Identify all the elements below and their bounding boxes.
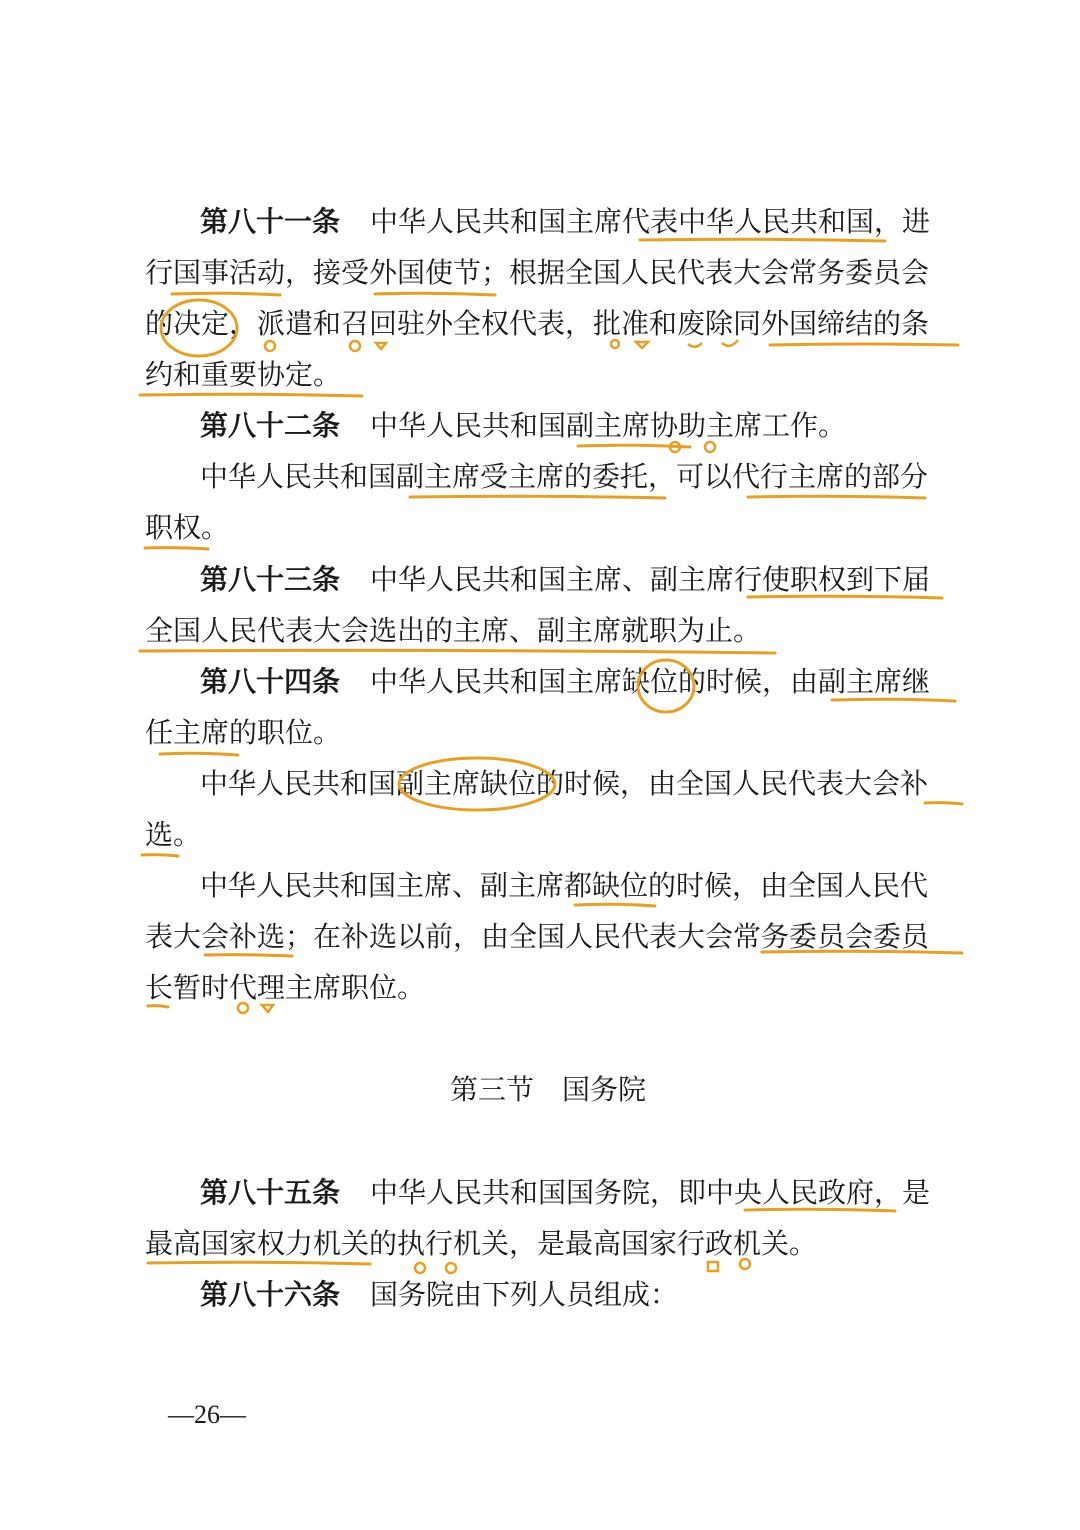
annotation-dot [265,341,275,351]
annotation-tick [636,342,648,348]
article-82-label: 第八十二条 [200,409,341,442]
article-83-label: 第八十三条 [200,563,341,596]
article-85-text-1: 中华人民共和国国务院，即中央人民政府，是 [370,1176,931,1209]
article-82-line-3: 职权。 [145,511,230,544]
article-81-line-3: 的决定，派遣和召回驻外全权代表，批准和废除同外国缔结的条 [145,307,930,340]
article-84-line-6: 表大会补选；在补选以前，由全国人民代表大会常务委员会委员 [145,920,930,953]
annotation-underline [770,344,958,345]
annotation-dot [415,1263,425,1273]
annotation-underline [140,394,362,396]
annotation-underline [748,496,925,498]
article-81-line-4: 约和重要协定。 [145,358,342,391]
annotation-underline [925,803,962,804]
annotation-dot [350,341,360,351]
section-heading: 第三节 国务院 [449,1073,646,1106]
annotation-tick [376,343,386,349]
article-84-text-1: 中华人民共和国主席缺位的时候，由副主席继 [370,665,931,698]
article-84-line-4: 选。 [145,818,202,851]
article-84-label: 第八十四条 [200,665,341,698]
article-85-line-1 [200,1175,930,1211]
annotation-underline [145,548,208,549]
article-82-line-2: 中华人民共和国副主席受主席的委托，可以代行主席的部分 [200,460,929,493]
article-86-label: 第八十六条 [200,1278,341,1311]
annotation-square [708,1262,718,1271]
annotation-tick [262,1005,273,1012]
page-number: —26— [168,1400,246,1429]
article-83-text-1: 中华人民共和国主席、副主席行使职权到下届 [370,563,931,596]
article-84-line-5: 中华人民共和国主席、副主席都缺位的时候，由全国人民代 [200,869,929,902]
annotation-dot [446,1263,456,1273]
article-82-text-1: 中华人民共和国副主席协助主席工作。 [370,409,847,442]
article-83-line-1 [200,562,930,598]
article-81-label: 第八十一条 [200,205,341,238]
annotation-underline [575,904,655,906]
article-85-line-2: 最高国家权力机关的执行机关，是最高国家行政机关。 [145,1227,818,1260]
article-81-line-1 [200,204,930,240]
article-84-line-7: 长暂时代理主席职位。 [145,971,426,1004]
article-86-line-1 [200,1277,678,1313]
annotation-underline [375,293,495,295]
article-82-line-1 [200,408,846,444]
article-83-line-2: 全国人民代表大会选出的主席、副主席就职为止。 [145,614,762,647]
article-86-text-1: 国务院由下列人员组成： [370,1278,679,1311]
annotation-tick [688,343,702,347]
article-81-line-2: 行国事活动，接受外国使节；根据全国人民代表大会常务委员会 [145,256,930,289]
annotation-underline [142,855,178,856]
article-84-line-3: 中华人民共和国副主席缺位的时候，由全国人民代表大会补 [200,767,929,800]
annotation-underline [410,496,665,498]
annotation-underline [160,753,238,755]
annotation-underline [578,445,690,447]
annotation-underline [148,1262,370,1264]
annotation-underline [140,650,775,653]
article-81-text-1: 中华人民共和国主席代表中华人民共和国，进 [370,205,931,238]
article-85-label: 第八十五条 [200,1176,341,1209]
annotation-underline [172,293,280,295]
article-84-line-1 [200,664,930,700]
article-84-line-2: 任主席的职位。 [145,716,342,749]
